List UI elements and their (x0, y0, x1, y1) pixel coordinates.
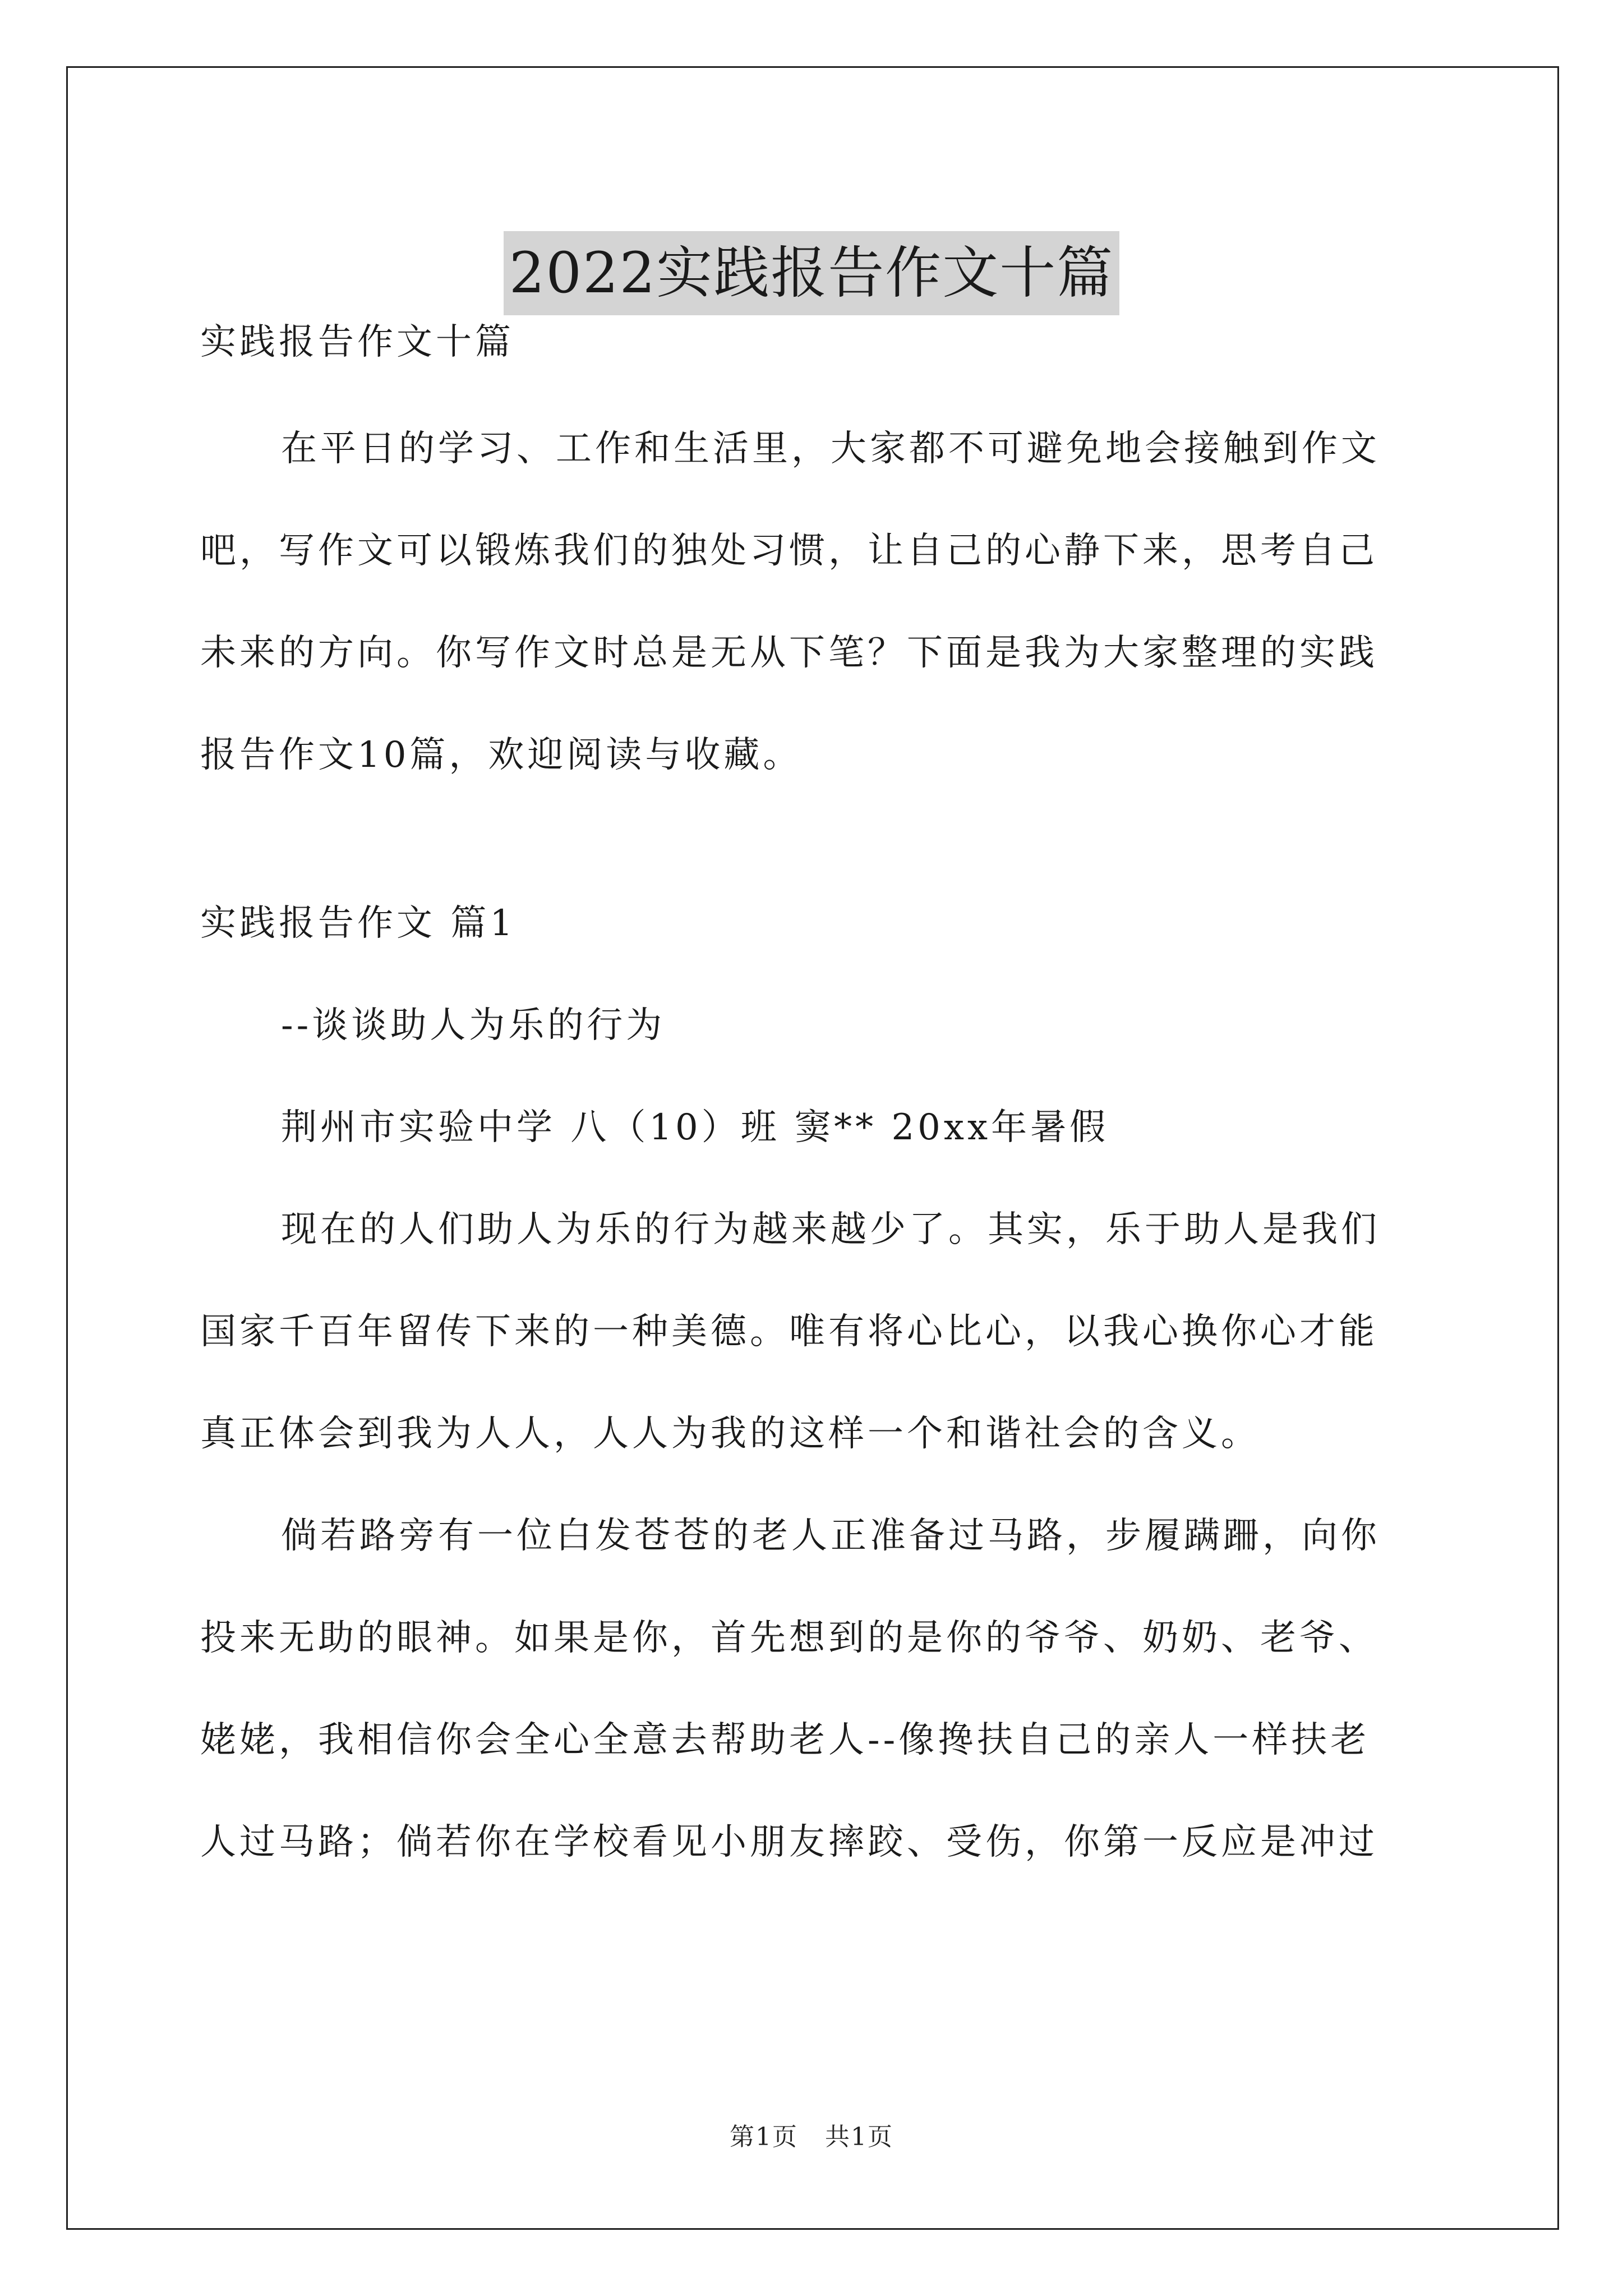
page-footer (0, 2120, 1623, 2154)
paragraph-line: 吧，写作文可以锻炼我们的独处习惯，让自己的心静下来，思考自己 (200, 530, 1378, 572)
paragraph-line: 投来无助的眼神。如果是你，首先想到的是你的爷爷、奶奶、老爷、 (200, 1617, 1378, 1659)
author-line: 荆州市实验中学 八（10）班 窦** 20xx年暑假 (281, 1107, 1109, 1148)
paragraph-line: 姥姥，我相信你会全心全意去帮助老人--像搀扶自己的亲人一样扶老 (200, 1719, 1370, 1761)
chapter-heading: 实践报告作文 篇1 (200, 903, 517, 944)
page-number: 第1页 (730, 2123, 798, 2151)
chapter-subtitle: --谈谈助人为乐的行为 (281, 1005, 666, 1046)
paragraph-line: 国家千百年留传下来的一种美德。唯有将心比心，以我心换你心才能 (200, 1311, 1378, 1352)
paragraph-line: 真正体会到我为人人，人人为我的这样一个和谐社会的含义。 (200, 1413, 1260, 1455)
paragraph-line: 现在的人们助人为乐的行为越来越少了。其实，乐于助人是我们 (281, 1209, 1380, 1250)
paragraph-line: 倘若路旁有一位白发苍苍的老人正准备过马路，步履蹒跚，向你 (281, 1515, 1380, 1557)
section-heading: 实践报告作文十篇 (200, 321, 514, 363)
paragraph-line: 人过马路；倘若你在学校看见小朋友摔跤、受伤，你第一反应是冲过 (200, 1821, 1378, 1863)
page-total: 共1页 (825, 2123, 893, 2151)
document-title: 2022实践报告作文十篇 (504, 231, 1120, 315)
paragraph-line: 未来的方向。你写作文时总是无从下笔？下面是我为大家整理的实践 (200, 632, 1378, 674)
paragraph-line: 报告作文10篇，欢迎阅读与收藏。 (200, 734, 803, 776)
paragraph-line: 在平日的学习、工作和生活里，大家都不可避免地会接触到作文 (281, 428, 1380, 470)
